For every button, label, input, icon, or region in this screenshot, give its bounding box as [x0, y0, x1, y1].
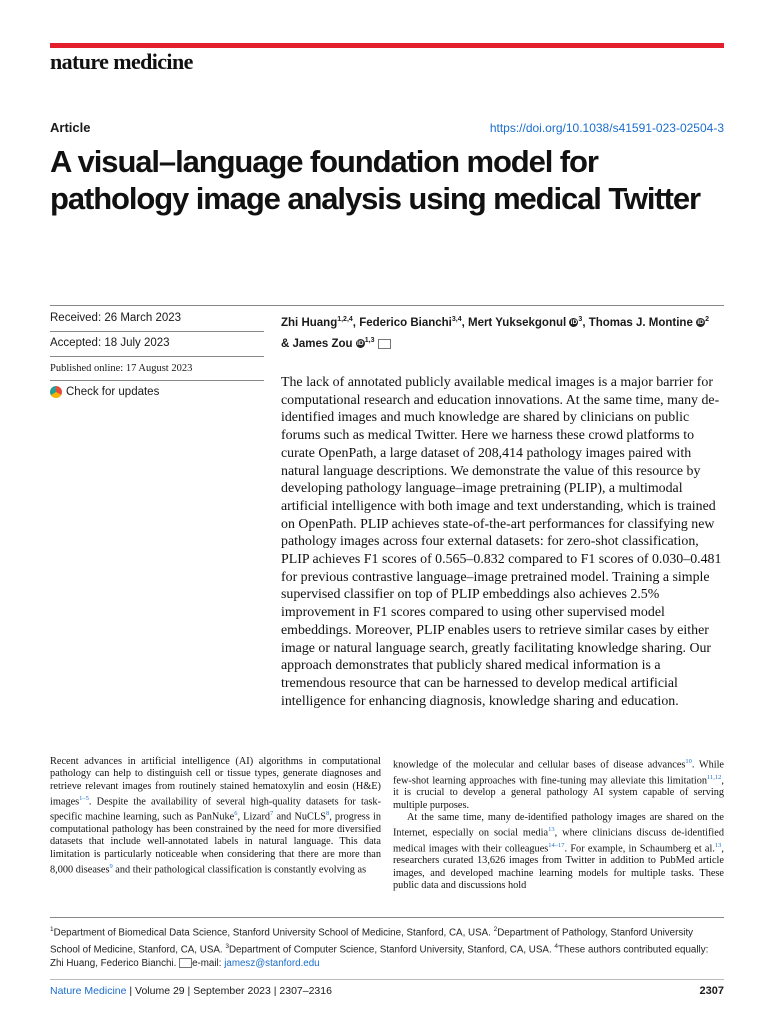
doi-link[interactable]: https://doi.org/10.1038/s41591-023-02504-3 — [489, 121, 724, 135]
footer-journal-name[interactable]: Nature Medicine — [50, 985, 127, 997]
article-title: A visual–language foundation model for pathology image analysis using medical Twitter — [50, 144, 700, 216]
author-name[interactable]: Mert Yuksekgonul — [467, 316, 567, 329]
body-paragraph: At the same time, many de-identified pathology images are shared on the Internet, especially on social media$^{13}$, where clinicians discuss de-identified medical images with their colleagues$^{14-17}$. For example, in Schaumberg et al.$^{13}$, researchers curated 13,626 images from Twitter in addition to PubMed article images, and developed machine learning models for multiple tasks. These public data and discussions hold — [393, 811, 724, 891]
orcid-icon[interactable]: iD — [697, 319, 704, 327]
body-column-left — [50, 756, 381, 877]
author-name[interactable]: Zhi Huang — [281, 316, 338, 329]
footer-divider — [50, 979, 724, 980]
citation-link[interactable]: 1–5 — [79, 794, 89, 802]
citation-link[interactable]: 10 — [685, 758, 692, 765]
header-divider — [50, 305, 724, 306]
author-name[interactable]: James Zou — [292, 337, 353, 350]
journal-accent-bar — [50, 43, 724, 48]
received-date: Received: 26 March 2023 — [50, 312, 182, 324]
email-icon — [179, 958, 192, 968]
body-column-right — [393, 756, 724, 892]
orcid-icon[interactable]: iD — [570, 319, 578, 327]
crossmark-icon — [50, 386, 62, 398]
author-list: Zhi Huang$^{1,2,4}$, Federico Bianchi$^{3,4}$, Mert Yuksekgonul $iD^3$, Thomas J. Montine $iD^2$ & James Zou iD$^{1,3}$ — [281, 316, 709, 350]
accepted-date: Accepted: 18 July 2023 — [50, 337, 170, 349]
author-name[interactable]: Thomas J. Montine — [588, 316, 693, 329]
author-affiliation: 1,3 — [364, 336, 375, 344]
citation-link[interactable]: 8 — [325, 810, 330, 818]
affiliations-footnote: $^1$Department of Biomedical Data Science, Stanford University School of Medicine, Stanford, CA, USA. $^2$Department of Pathology, Stanford University School of Medicine, Stanford, CA, USA. $^3$Department of Computer Science, Stanford University, Stanford, CA, USA. $^4$These authors contributed equally: Zhi Huang, Federico Bianchi. e-mail: jamesz@stanford.edu — [50, 926, 709, 969]
citation-link[interactable]: 7 — [270, 810, 274, 818]
author-affiliation: 2 — [705, 316, 709, 323]
citation-link[interactable]: 13 — [714, 841, 722, 849]
citation-link[interactable]: 9 — [109, 862, 113, 870]
author-affiliation: 3 — [578, 316, 583, 323]
check-updates-label: Check for updates — [66, 386, 160, 398]
article-type-label: Article — [50, 120, 91, 135]
orcid-icon[interactable]: iD — [357, 340, 364, 348]
check-for-updates-button[interactable] — [50, 386, 159, 398]
citation-link[interactable]: 11,12 — [707, 773, 722, 781]
page-number: 2307 — [699, 985, 724, 997]
author-name[interactable]: Federico Bianchi — [359, 316, 452, 329]
citation-link[interactable]: 6 — [234, 810, 238, 818]
footer-citation: Nature Medicine | Volume 29 | September 2023 | 2307–2316 — [50, 985, 332, 997]
footnote-divider — [50, 917, 724, 918]
email-icon[interactable] — [378, 339, 391, 349]
journal-logo: nature medicine — [50, 49, 193, 74]
meta-divider — [50, 356, 264, 357]
meta-divider — [50, 331, 264, 332]
author-affiliation: 1,2,4 — [337, 316, 353, 323]
body-paragraph: knowledge of the molecular and cellular bases of disease advances$^{10}$. While few-shot learning approaches with fine-tuning may alleviate this limitation$^{11,12}$, it is crucial to develop a general pathology AI system capable of serving multiple purposes. — [393, 758, 725, 811]
citation-link[interactable]: 14–17 — [548, 841, 565, 849]
abstract: The lack of annotated publicly available medical images is a major barrier for computational research and education innovations. At the same time, many de-identified images and much knowledge are shared by clinicians on public forums such as medical Twitter. Here we harness these crowd platforms to curate OpenPath, a large dataset of 208,414 pathology images paired with natural language descriptions. We demonstrate the value of this resource by developing pathology language–image pretraining (PLIP), a multimodal artificial intelligence with both image and text understanding, which is trained on OpenPath. PLIP achieves state-of-the-art performances for classifying new pathology images across four external datasets: for zero-shot classification, PLIP achieves F1 scores of 0.565–0.832 compared to F1 scores of 0.030–0.481 for previous contrastive language–image pretrained model. Training a simple supervised classifier on top of PLIP embeddings also achieves 2.5% improvement in F1 scores compared to using other supervised model embeddings. Moreover, PLIP enables users to retrieve similar cases by either image or natural language search, greatly facilitating knowledge sharing. Our approach demonstrates that publicly shared medical information is a tremendous resource that can be harnessed to develop medical artificial intelligence for enhancing diagnosis, knowledge sharing and education. — [281, 375, 722, 709]
body-paragraph: Recent advances in artificial intelligence (AI) algorithms in computational pathology can help to distinguish cell or tissue types, generate diagnoses and retrieve relevant images from routinely stained hematoxylin and eosin (H&E) images$^{1-5}$. Despite the availability of several high-quality datasets for task-specific machine learning, such as PanNuke$^6$, Lizard$^7$ and NuCLS$^8$, progress in computational pathology has been constrained by the need for more diversified datasets that include well-annotated labels in natural language. This data limitation is particularly noticeable when considering that there are more than 8,000 diseases$^9$ and their pathological classification is constantly evolving as — [50, 756, 381, 876]
citation-link[interactable]: 13 — [548, 826, 555, 834]
meta-divider — [50, 380, 264, 381]
published-date: Published online: 17 August 2023 — [50, 363, 193, 374]
author-affiliation: 3,4 — [451, 316, 462, 323]
email-link[interactable]: jamesz@stanford.edu — [224, 957, 320, 969]
